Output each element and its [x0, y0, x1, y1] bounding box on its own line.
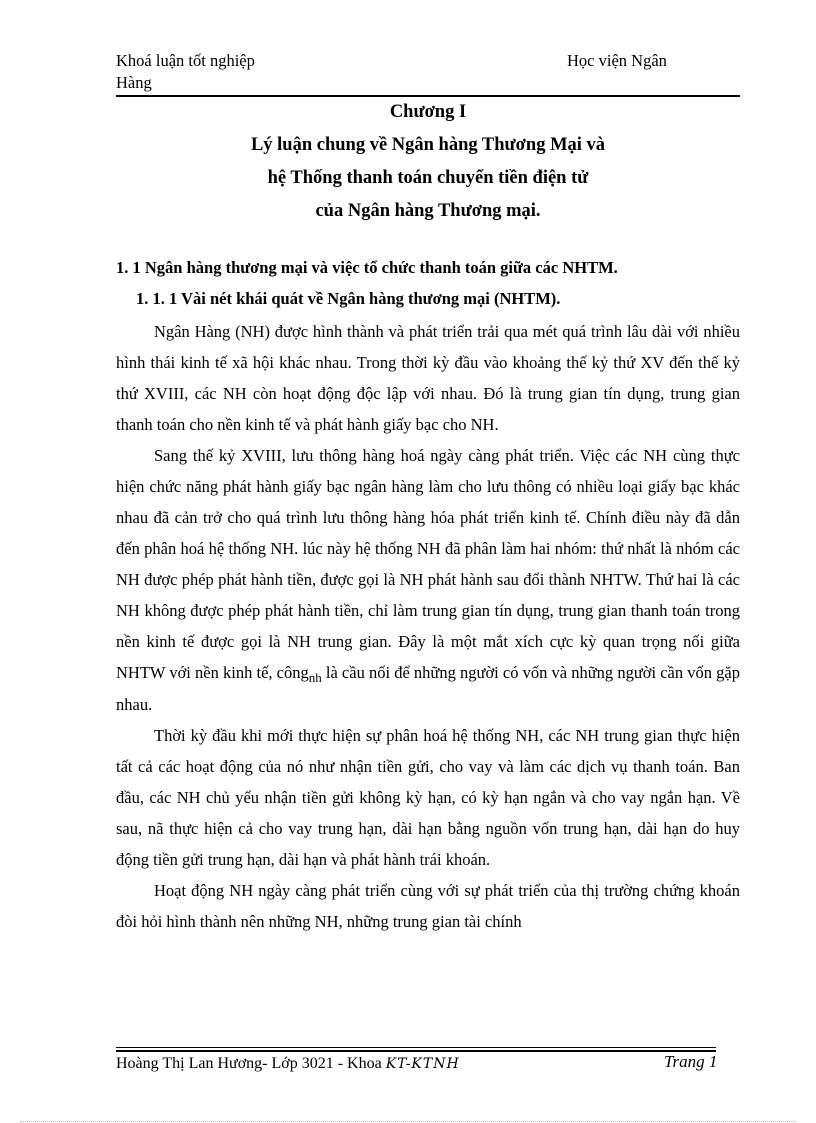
paragraph: Thời kỳ đầu khi mới thực hiện sự phân hoá hệ thống NH, các NH trung gian thực hiện tất cả các hoạt động của nó như nhận tiền gửi, cho vay và làm các dịch vụ thanh toán. Ban đầu, các NH chủ yếu nhận tiền gửi không kỳ hạn, có kỳ hạn ngắn và cho vay ngắn hạn. Về sau, nã thực hiện cả cho vay trung hạn, dài hạn bằng nguồn vốn trung hạn, dài hạn do huy động tiền gửi trung hạn, dài hạn và phát hành trái khoán.: [116, 726, 740, 869]
paragraph: Ngân Hàng (NH) được hình thành và phát triển trải qua mét quá trình lâu dài với nhiều hình thái kinh tế xã hội khác nhau. Trong thời kỳ đầu vào khoảng thế kỷ thứ XV đến thế kỷ thứ XVIII, các NH còn hoạt động độc lập với nhau. Đó là trung gian tín dụng, trung gian thanh toán cho nền kinh tế và phát hành giấy bạc cho NH.: [116, 322, 740, 434]
footer-rule: [116, 1050, 716, 1052]
footer-dept: KT-KTNH: [385, 1056, 460, 1072]
paragraph: Hoạt động NH ngày càng phát triển cùng với sự phát triển của thị trường chứng khoán đòi hỏi hình thành nên những NH, những trung gian tài chính: [116, 881, 740, 931]
header-left: [116, 50, 255, 94]
subsection-heading: 1. 1. 1 Vài nét khái quát về Ngân hàng thương mại (NHTM).: [136, 289, 561, 308]
paragraph: [116, 440, 740, 720]
footer-rule: [116, 1047, 716, 1048]
chapter-title-line: của Ngân hàng Thương mại.: [315, 201, 541, 221]
chapter-number: Chương I: [389, 102, 467, 122]
section-heading: 1. 1 Ngân hàng thương mại và việc tổ chức thanh toán giữa các NHTM.: [116, 258, 618, 277]
chapter-title: [116, 129, 740, 228]
paragraph-text: là cầu nối để những người có vốn và những người cần vốn gặp nhau.: [116, 663, 740, 714]
page-bottom-border: [20, 1121, 796, 1122]
chapter-title-line: hệ Thống thanh toán chuyển tiền điện tử: [267, 168, 589, 188]
header-left-line1: Khoá luận tốt nghiệp: [116, 51, 255, 70]
paragraph-small-text: nh: [308, 670, 322, 685]
footer-author-text: Hoàng Thị Lan Hương- Lớp 3021 - Khoa: [116, 1055, 386, 1072]
header-right: Học viện Ngân: [567, 51, 667, 70]
footer-author: [116, 1055, 460, 1073]
header-left-line2: Hàng: [116, 73, 152, 92]
paragraph-text: Sang thế kỷ XVIII, lưu thông hàng hoá ngày càng phát triển. Việc các NH cùng thực hiện chức năng phát hành giấy bạc ngân hàng làm cho lưu thông có nhiều loại giấy bạc khác nhau đã cản trở cho quá trình lưu thông hàng hóa phát triển kinh tế. Chính điều này đã dẫn đến phân hoá hệ thống NH. lúc này hệ thống NH đã phân làm hai nhóm: thứ nhất là nhóm các NH được phép phát hành tiền, được gọi là NH phát hành sau đổi thành NHTW. Thứ hai là các NH không được phép phát hành tiền, chỉ làm trung gian tín dụng, trung gian thanh toán trong nền kinh tế được gọi là NH trung gian. Đây là một mắt xích cực kỳ quan trọng nối giữa NHTW với nền kinh tế, công: [116, 446, 740, 682]
footer-page-number: Trang 1: [664, 1052, 718, 1071]
body-text: [116, 316, 740, 937]
chapter-title-line: Lý luận chung về Ngân hàng Thương Mại và: [250, 135, 606, 155]
